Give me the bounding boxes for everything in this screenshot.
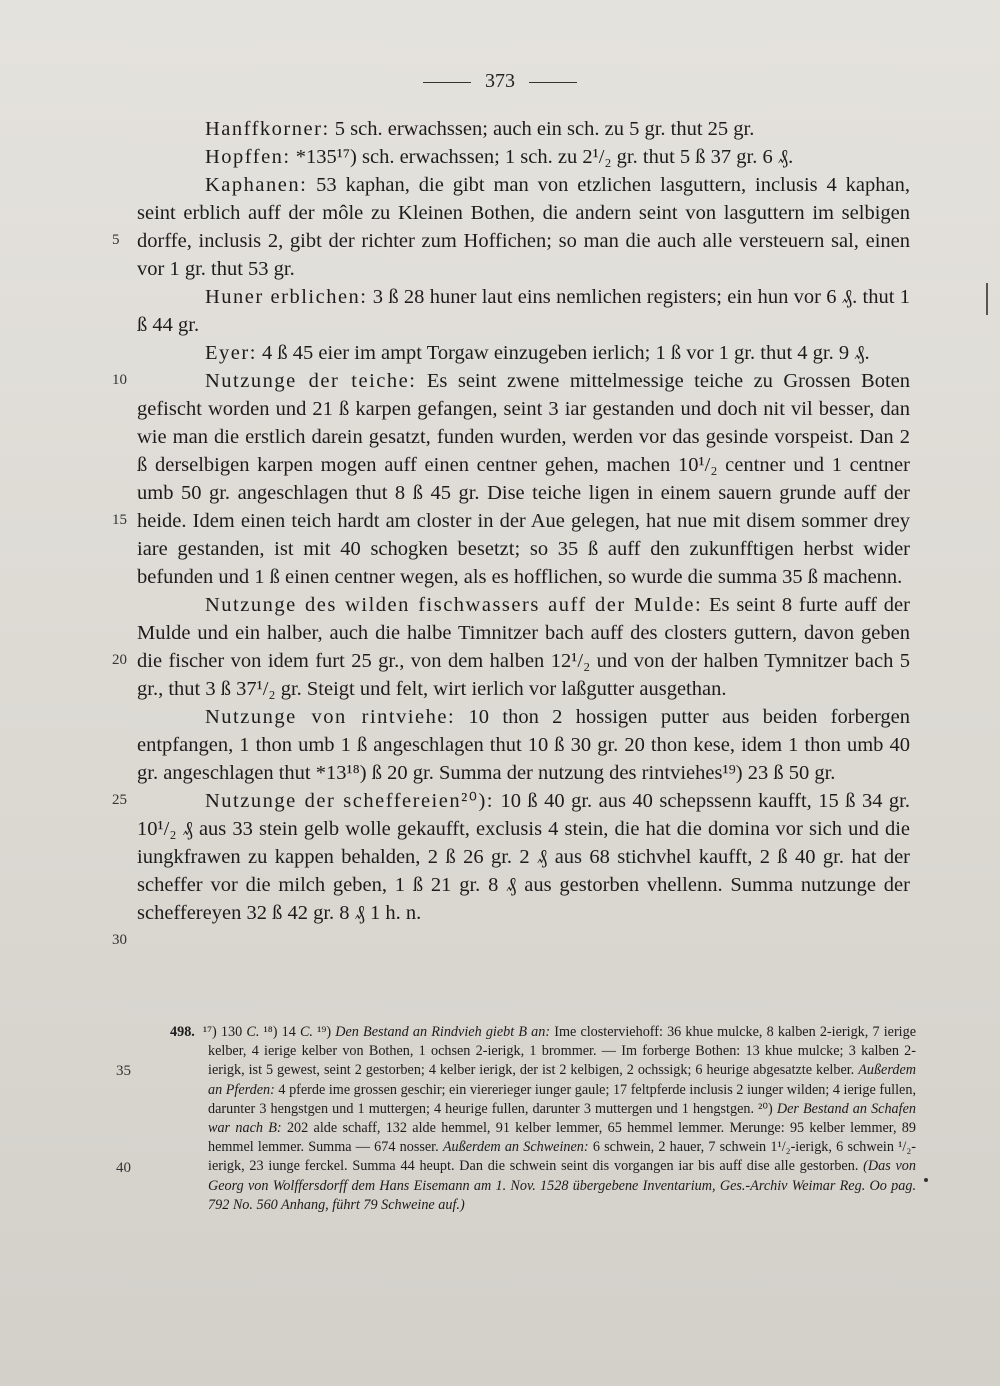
note-line-number: 35 xyxy=(116,1063,131,1079)
note-segment: ¹⁹) xyxy=(312,1024,336,1040)
main-text xyxy=(137,115,910,927)
note-segment: ¹⁷) 130 xyxy=(202,1024,247,1040)
page-header xyxy=(0,70,1000,93)
entry-text: 5 sch. erwachssen; auch ein sch. zu 5 gr. thut 25 gr. xyxy=(329,118,755,140)
paragraph-hanffkorner xyxy=(137,115,910,143)
footnotes xyxy=(170,1023,917,1215)
note-segment: C. xyxy=(246,1024,260,1040)
entry-heading: Eyer: xyxy=(205,342,257,364)
entry-heading: Kaphanen: xyxy=(205,174,308,196)
note-segment: 6 schwein, 2 hauer, 7 schwein 1¹/₂-ierigk, 6 schwein ¹/₂-ierigk, 23 iunge ferckel. Summa 44 heupt. Dan die schwein seint dis vorgangen iar bis auff dise alle gestorben. xyxy=(208,1139,917,1175)
line-number: 10 xyxy=(112,372,127,388)
note-segment: Ime closterviehoff: 36 khue mulcke, 8 kalben 2-ierigk, 7 ierige kelber, 4 ierige kelber von Bothen, 1 ochsen 2-ierigk, 1 brommer. — Im forberge Bothen: 13 khue mulcke; 3 kalben 2-ierigk, ist 5 gewest, seint 2 gestorben; 4 kelber ierigk, der ist 2 kelbigen, 2 ochssigk; 6 heurige abgesatzte kelber. xyxy=(208,1024,916,1079)
entry-text: 10 thon 2 hossigen putter aus beiden forbergen entpfangen, 1 thon umb 1 ß angeschlagen thut 10 ß 30 gr. 20 thon kese, idem 1 thon umb 40 gr. angeschlagen thut *13¹⁸) ß 20 gr. Summa der nutzung des rintviehes¹⁹) 23 ß 50 gr. xyxy=(137,706,910,784)
margin-mark xyxy=(986,283,988,315)
paragraph-kaphanen xyxy=(137,171,910,283)
header-rule-right xyxy=(529,82,577,83)
line-number: 15 xyxy=(112,512,127,528)
paragraph-huner xyxy=(137,283,910,339)
note-line-number: 40 xyxy=(116,1160,131,1176)
entry-text: 3 ß 28 huner laut eins nemlichen registers; ein hun vor 6 ₰. thut 1 ß 44 gr. xyxy=(137,286,910,336)
entry-text: Es seint 8 furte auff der Mulde und ein halber, auch die halbe Timnitzer bach auff des closters guttern, davon geben die fischer von idem furt 25 gr., von dem halben 12¹/₂ und von der halben Tymnitzer bach 5 gr., thut 3 ß 37¹/₂ gr. Steigt und felt, wirt ierlich vor laßgutter ausgethan. xyxy=(137,594,910,700)
note-segment: 202 alde schaff, 132 alde hemmel, 91 kelber lemmer, 65 hemmel lemmer. Merunge: 95 kelber lemmer, 89 hemmel lemmer. Summa — 674 nosser. xyxy=(208,1120,916,1156)
entry-text: 4 ß 45 eier im ampt Torgaw einzugeben ierlich; 1 ß vor 1 gr. thut 4 gr. 9 ₰. xyxy=(256,342,870,364)
line-number: 5 xyxy=(112,232,120,248)
note-segment: Außerdem an Schweinen: xyxy=(442,1139,589,1156)
note-segment: C. xyxy=(299,1024,313,1040)
paragraph-eyer xyxy=(137,339,910,367)
paragraph-hopffen xyxy=(137,143,910,171)
entry-heading: Nutzunge der teiche: xyxy=(205,370,417,392)
entry-heading: Huner erblichen: xyxy=(205,286,368,308)
entry-heading: Nutzunge der scheffereien²⁰): xyxy=(205,790,494,812)
note-segment: ¹⁸) 14 xyxy=(259,1024,300,1040)
line-number: 30 xyxy=(112,932,127,948)
note-segment: Der Bestand an Schafen war nach B: xyxy=(208,1100,916,1137)
footnote-block xyxy=(170,1023,917,1215)
paragraph-fischwasser xyxy=(137,591,910,703)
paragraph-teiche xyxy=(137,367,910,591)
page-number: 373 xyxy=(485,70,515,92)
line-number: 25 xyxy=(112,792,127,808)
paragraph-scheffereien xyxy=(137,787,910,927)
note-segment: Außerdem an Pferden: xyxy=(208,1062,916,1098)
entry-text: *135¹⁷) sch. erwachssen; 1 sch. zu 2¹/₂ gr. thut 5 ß 37 gr. 6 ₰. xyxy=(290,146,794,168)
header-rule-left xyxy=(423,82,471,83)
entry-heading: Nutzunge des wilden fischwassers auff der Mulde: xyxy=(205,594,703,616)
paragraph-rintviehe xyxy=(137,703,910,787)
entry-text: 53 kaphan, die gibt man von etzlichen lasguttern, inclusis 4 kaphan, seint erblich auff der môle zu Kleinen Bothen, die andern seint von lasguttern im selbigen dorffe, inclusis 2, gibt der richter zum Hoffichen; so man die auch alle versteuern sal, einen vor 1 gr. thut 53 gr. xyxy=(137,174,910,280)
entry-heading: Hanffkorner: xyxy=(205,118,330,140)
entry-text: Es seint zwene mittelmessige teiche zu Grossen Boten gefischt worden und 21 ß karpen gefangen, seint 3 iar gestanden und doch nit vil besser, dan wie man die erstlich darein gesatzt, funden wurden, werden vor das gesinde vorspeist. Dan 2 ß derselbigen karpen mogen auff einen centner gehen, machen 10¹/₂ centner und 1 centner umb 50 gr. angeschlagen thut 8 ß 45 gr. Dise teiche ligen in einem sauern grunde auff der heide. Idem einen teich hardt am closter in der Aue gelegen, hat nue mit disem sommer drey iare gestanden, ist mit 40 schogken besetzt; so 35 ß auff den zukunfftigen herbst wider befunden und 1 ß einen centner wegen, als es hofflichen, so wurde die summa 35 ß machenn. xyxy=(137,370,910,588)
entry-text: 10 ß 40 gr. aus 40 schepssenn kaufft, 15 ß 34 gr. 10¹/₂ ₰ aus 33 stein gelb wolle gekaufft, exclusis 4 stein, die hat die domina vor sich und die iungkfrawen zu kappen behalden, 2 ß 26 gr. 2 ₰ aus 68 stichvhel kaufft, 2 ß 40 gr. hat der scheffer vor die milch geben, 1 ß 21 gr. 8 ₰ aus gestorben vhellenn. Summa nutzunge der scheffereyen 32 ß 42 gr. 8 ₰ 1 h. n. xyxy=(137,790,910,924)
note-segment: Den Bestand an Rindvieh giebt B an: xyxy=(335,1024,551,1040)
note-segment: 4 pferde ime grossen geschir; ein viererieger iunger gaule; 17 feltpferde inclusis 2 iunger wilden; 4 ierige fullen, darunter 3 hengstgen und 1 muttergen; 4 heurige fullen, darunter 3 muttergen und 1 hengstgen. ²⁰) xyxy=(208,1081,916,1117)
note-segment: (Das von Georg von Wolffersdorff dem Hans Eisemann am 1. Nov. 1528 übergebene Inventarium, Ges.-Archiv Weimar Reg. Oo pag. 792 No. 560 Anhang, führt 79 Schweine auf.) xyxy=(208,1158,916,1213)
entry-heading: Nutzunge von rintviehe: xyxy=(205,706,456,728)
line-number: 20 xyxy=(112,652,127,668)
note-number: 498. xyxy=(170,1024,195,1040)
margin-dot xyxy=(924,1178,928,1182)
entry-heading: Hopffen: xyxy=(205,146,291,168)
